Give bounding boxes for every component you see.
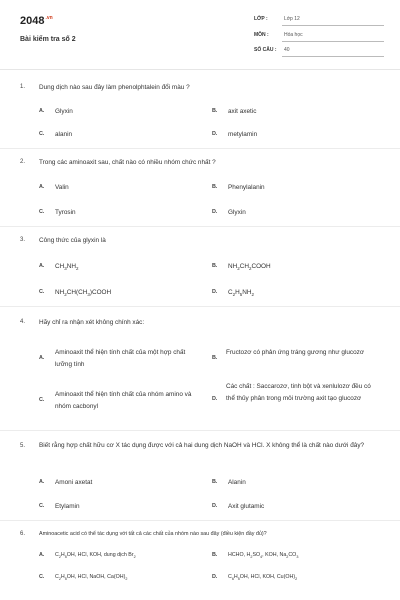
option-label: B. (212, 355, 218, 361)
question-text: Hãy chỉ ra nhận xét không chính xác: (39, 319, 145, 326)
option-label: B. (212, 552, 218, 558)
question-divider (0, 430, 400, 431)
question-number: 5. (20, 443, 26, 449)
option-text: HCHO, $H_2SO_4$, KOH, $Na_2CO_3$ (228, 552, 299, 559)
option-text: Glyxin (228, 209, 246, 216)
option-label: A. (39, 552, 45, 558)
option-label: A. (39, 184, 45, 190)
option-text: $C_2H_5NH_2$ (228, 289, 254, 297)
option-label: D. (212, 209, 218, 215)
meta-class (254, 14, 384, 26)
option-text: Glyxin (55, 108, 73, 115)
question-text: Biết rằng hợp chất hữu cơ X tác dụng được với cả hai dung dịch NaOH và HCl. X không thể là chất nào dưới đây? (39, 442, 365, 449)
meta-underline (282, 41, 384, 42)
option-text: Etylamin (55, 503, 80, 510)
option-text: $NH_2CH(CH_3)COOH$ (55, 289, 112, 297)
exam-header (0, 0, 400, 70)
option-label: D. (212, 131, 218, 137)
meta-subject-value: Hóa học (284, 32, 303, 38)
meta-count (254, 45, 384, 57)
question-text: Trong các aminoaxit sau, chất nào có nhiều nhóm chức nhất ? (39, 159, 216, 166)
option-text: Fructozơ có phản ứng tráng gương như glucozơ (226, 349, 365, 356)
option-label: C. (39, 574, 45, 580)
option-text: metylamin (228, 131, 258, 138)
meta-subject-key: MÔN : (254, 32, 269, 38)
site-logo[interactable] (20, 15, 53, 27)
option-label: C. (39, 503, 45, 509)
question-text: Dung dịch nào sau đây làm phenolphtalein đổi màu ? (39, 84, 190, 91)
question-number: 4. (20, 319, 26, 325)
meta-underline (282, 56, 384, 57)
option-label: B. (212, 184, 218, 190)
logo-suffix: .vn (45, 15, 53, 21)
option-label: A. (39, 355, 45, 361)
option-label: D. (212, 289, 218, 295)
option-label: B. (212, 479, 218, 485)
option-text: $CH_3NH_2$ (55, 263, 79, 271)
question-text: Công thức của glyxin là (39, 237, 106, 244)
exam-title: Bài kiểm tra số 2 (20, 36, 76, 43)
option-label: D. (212, 503, 218, 509)
question-text: Aminoacetic acid có thể tác dụng với tất cả các chất của nhóm nào sau đây (điều kiện đầy đủ)? (39, 531, 267, 537)
option-label: D. (212, 396, 218, 402)
question-number: 3. (20, 237, 26, 243)
question-number: 1. (20, 84, 26, 90)
option-label: D. (212, 574, 218, 580)
option-text: Axit glutamic (228, 503, 265, 510)
option-text: Tyrosin (55, 209, 76, 216)
option-label: A. (39, 263, 45, 269)
option-label: A. (39, 479, 45, 485)
question-number: 2. (20, 159, 26, 165)
option-text: $C_2H_5OH$, HCl, NaOH, $Ca(OH)_2$ (55, 574, 128, 581)
option-label: C. (39, 131, 45, 137)
meta-count-key: SỐ CÂU : (254, 47, 277, 53)
option-text: axit axetic (228, 108, 257, 115)
question-divider (0, 226, 400, 227)
logo-text: 2048 (20, 15, 45, 27)
option-text: Các chất : Saccarozơ, tinh bột và xenlulozơ đều có thể thủy phân trong môi trường axit tạo glucozơ (226, 383, 371, 402)
option-label: C. (39, 289, 45, 295)
option-label: B. (212, 263, 218, 269)
option-label: C. (39, 209, 45, 215)
option-text: $NH_2CH_2COOH$ (228, 263, 271, 271)
option-text: $C_6H_5OH$, HCl, KOH, $Cu(OH)_2$ (228, 574, 298, 581)
meta-class-key: LỚP : (254, 16, 268, 22)
option-text: Amoni axetat (55, 479, 93, 486)
meta-class-value: Lớp 12 (284, 16, 300, 22)
option-text: $C_2H_5OH$, HCl, KOH, dung dịch $Br_2$ (55, 552, 136, 559)
meta-count-value: 40 (284, 47, 290, 53)
option-text: Aminoaxit thể hiện tính chất của nhóm amino và nhóm cacbonyl (55, 391, 192, 410)
option-label: C. (39, 397, 45, 403)
question-number: 6. (20, 531, 26, 537)
option-label: A. (39, 108, 45, 114)
meta-subject (254, 30, 384, 42)
option-text: Aminoaxit thể hiện tính chất của một hợp chất lưỡng tính (55, 349, 186, 368)
question-divider (0, 306, 400, 307)
option-text: Alanin (228, 479, 246, 486)
option-text: alanin (55, 131, 73, 138)
question-divider (0, 520, 400, 521)
option-text: Phenylalanin (228, 184, 265, 191)
option-label: B. (212, 108, 218, 114)
meta-underline (282, 25, 384, 26)
question-divider (0, 148, 400, 149)
option-text: Valin (55, 184, 69, 191)
header-divider (0, 69, 400, 70)
